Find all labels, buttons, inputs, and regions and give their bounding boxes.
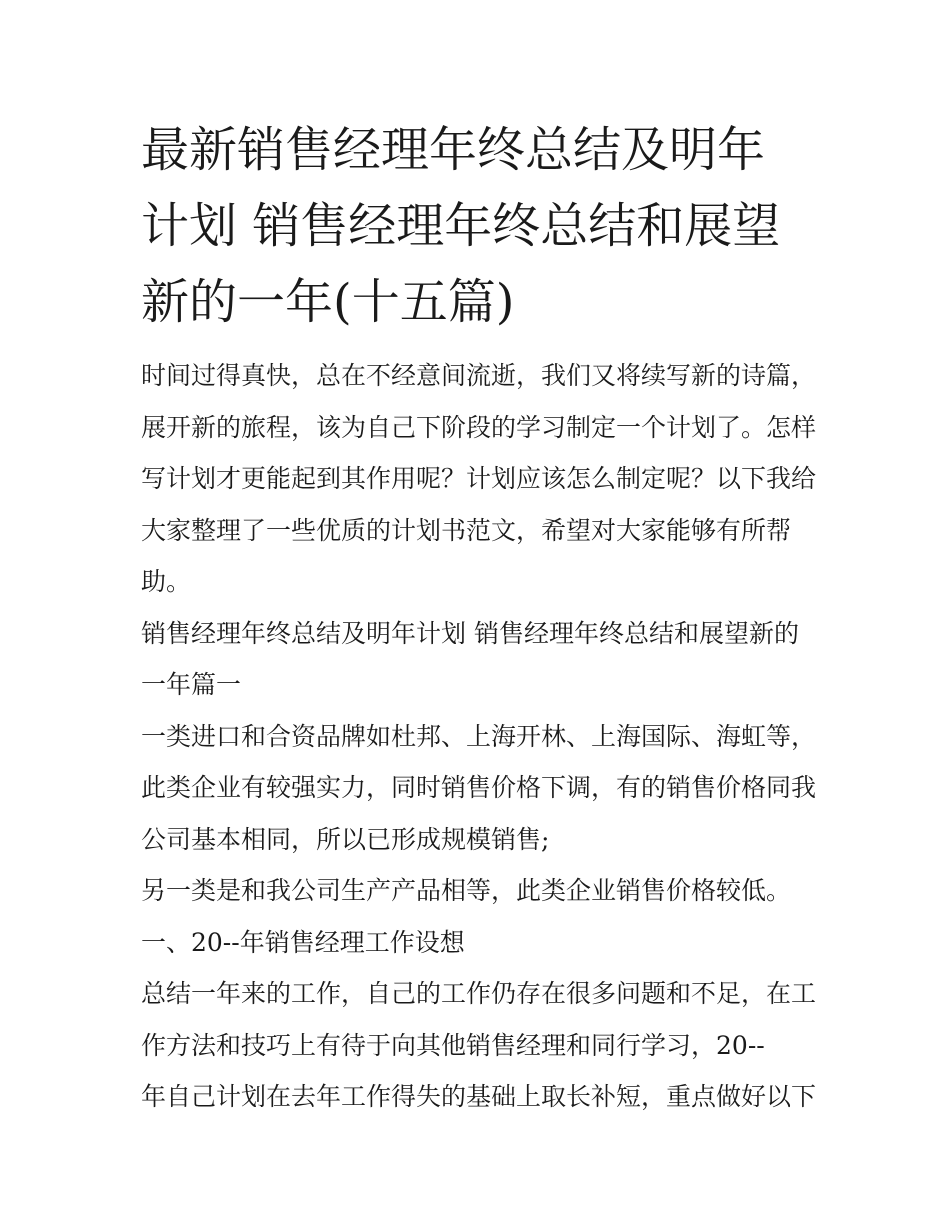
text-line: 写计划才更能起到其作用呢？计划应该怎么制定呢？以下我给 <box>141 464 817 493</box>
subsection-heading <box>141 917 821 969</box>
document-body <box>141 350 821 1123</box>
text-line: 销售经理年终总结及明年计划 销售经理年终总结和展望新的 <box>141 618 799 648</box>
text-line: 时间过得真快，总在不经意间流逝，我们又将续写新的诗篇， <box>141 361 817 390</box>
body-paragraph <box>141 968 821 1123</box>
text-line: 另一类是和我公司生产产品相等，此类企业销售价格较低。 <box>141 876 792 905</box>
text-line: 助。 <box>141 567 192 596</box>
text-line: 一年篇一 <box>141 670 242 699</box>
text-line: 年自己计划在去年工作得失的基础上取长补短，重点做好以下 <box>141 1082 817 1111</box>
text-line: 大家整理了一些优质的计划书范文，希望对大家能够有所帮 <box>141 515 792 545</box>
title-line: 最新销售经理年终总结及明年 <box>141 122 766 178</box>
title-line: 计划 销售经理年终总结和展望 <box>141 198 781 254</box>
text-line: 一类进口和合资品牌如杜邦、上海开林、上海国际、海虹等， <box>141 721 817 751</box>
text-line: 一、20--年销售经理工作设想 <box>141 927 465 957</box>
intro-paragraph <box>141 350 821 608</box>
body-paragraph <box>141 711 821 866</box>
document-page <box>141 112 821 1123</box>
text-line: 此类企业有较强实力，同时销售价格下调，有的销售价格同我 <box>141 773 817 802</box>
body-paragraph <box>141 865 821 917</box>
section-heading <box>141 608 821 711</box>
title-line: 新的一年(十五篇) <box>141 274 515 330</box>
text-line: 展开新的旅程，该为自己下阶段的学习制定一个计划了。怎样 <box>141 412 817 442</box>
text-line: 作方法和技巧上有待于向其他销售经理和同行学习，20-- <box>141 1030 765 1060</box>
document-title <box>141 112 821 340</box>
text-line: 总结一年来的工作，自己的工作仍存在很多问题和不足，在工 <box>141 979 817 1008</box>
text-line: 公司基本相同，所以已形成规模销售; <box>141 824 550 854</box>
